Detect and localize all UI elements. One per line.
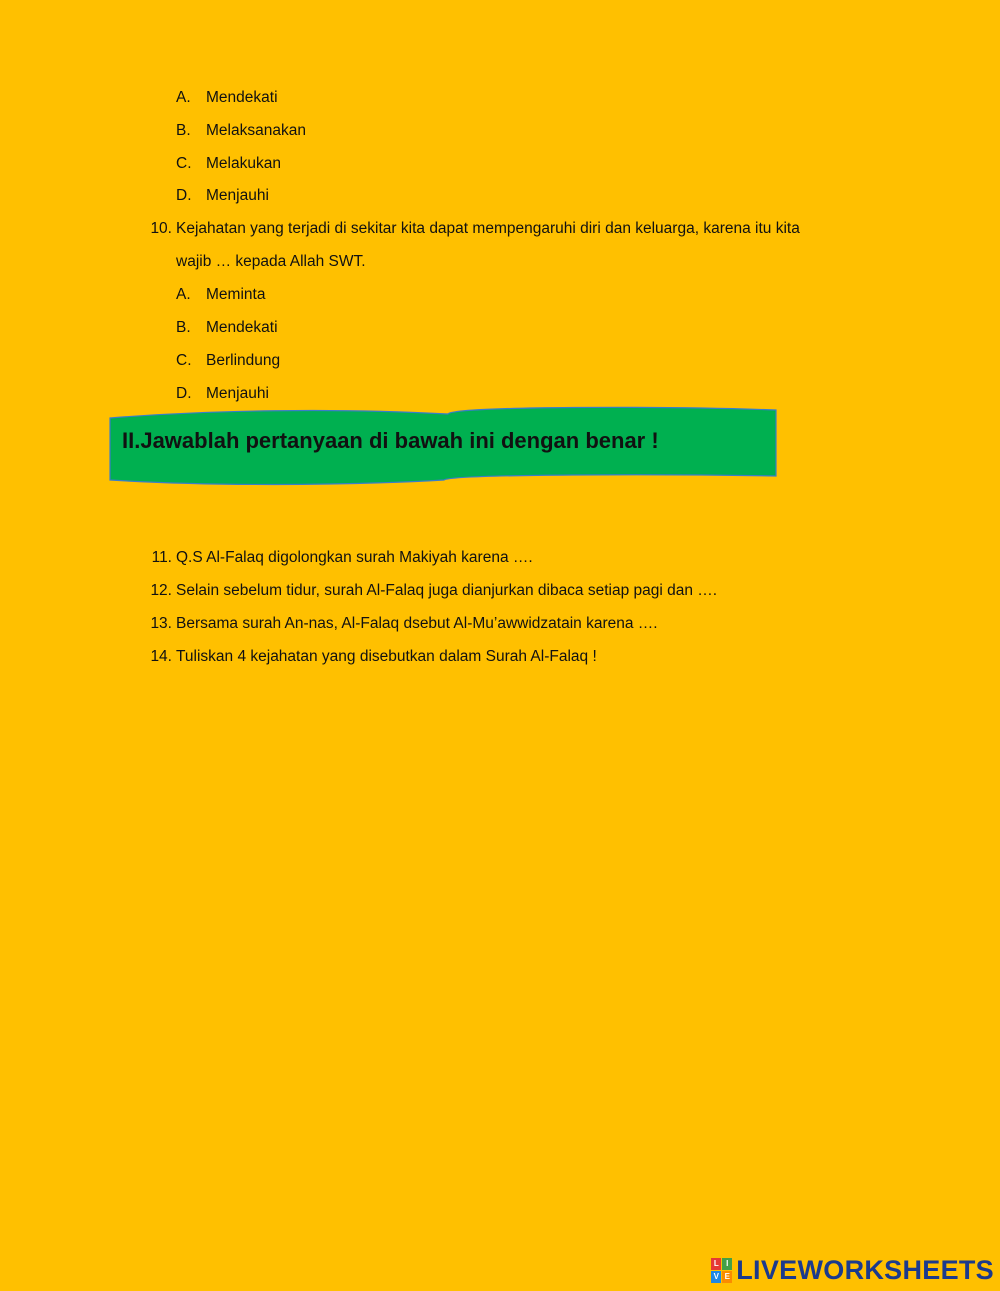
option-text: Melaksanakan [206, 122, 306, 139]
option-text: Mendekati [206, 89, 278, 106]
question-text: wajib … kepada Allah SWT. [176, 253, 366, 270]
question-text: Selain sebelum tidur, surah Al-Falaq juga dianjurkan dibaca setiap pagi dan …. [176, 582, 718, 599]
option-text: Mendekati [206, 319, 278, 336]
question-number: 13. [150, 615, 172, 632]
option-letter: B. [176, 319, 191, 336]
option-letter: B. [176, 122, 191, 139]
option-text: Meminta [206, 286, 266, 303]
section-banner [108, 404, 778, 488]
section-title: II.Jawablah pertanyaan di bawah ini dengan benar ! [122, 428, 659, 453]
option-letter: D. [176, 187, 192, 204]
question-text: Tuliskan 4 kejahatan yang disebutkan dalam Surah Al-Falaq ! [176, 648, 597, 665]
question-number: 12. [150, 582, 172, 599]
logo-tiles-icon: L I V E [711, 1258, 732, 1283]
option-letter: A. [176, 286, 191, 303]
option-text: Melakukan [206, 155, 281, 172]
option-letter: A. [176, 89, 191, 106]
question-text: Kejahatan yang terjadi di sekitar kita dapat mempengaruhi diri dan keluarga, karena itu kita [176, 220, 800, 237]
option-text: Berlindung [206, 352, 281, 369]
question-10-continued [176, 252, 366, 272]
logo-wordmark: LIVEWORKSHEETS [736, 1254, 994, 1285]
option-letter: C. [176, 155, 192, 172]
option-text: Menjauhi [206, 187, 269, 204]
question-text: Bersama surah An-nas, Al-Falaq dsebut Al-Mu’awwidzatain karena …. [176, 615, 658, 632]
question-number: 11. [151, 549, 172, 566]
question-number: 10. [150, 220, 172, 237]
option-text: Menjauhi [206, 385, 269, 402]
option-letter: D. [176, 385, 192, 402]
option-letter: C. [176, 352, 192, 369]
question-number: 14. [150, 648, 172, 665]
question-text: Q.S Al-Falaq digolongkan surah Makiyah karena …. [176, 549, 533, 566]
liveworksheets-logo [711, 1255, 994, 1285]
